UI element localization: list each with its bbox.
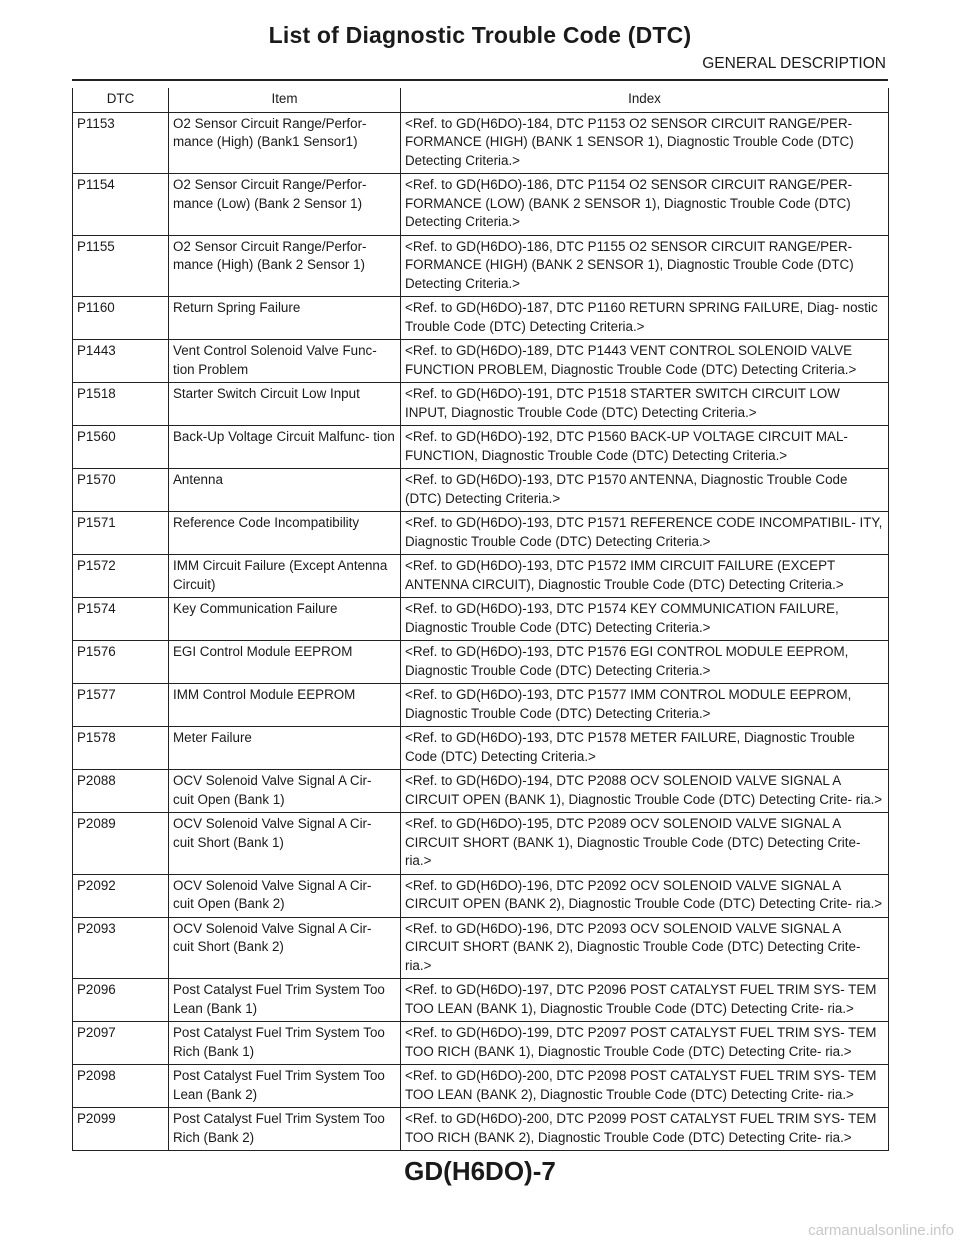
dtc-item-cell: Post Catalyst Fuel Trim System Too Lean (Bank 2) (169, 1065, 401, 1108)
table-row (73, 727, 889, 770)
table-row (73, 297, 889, 340)
dtc-code-cell: P2093 (73, 917, 169, 979)
dtc-index-cell: <Ref. to GD(H6DO)-196, DTC P2092 OCV SOLENOID VALVE SIGNAL A CIRCUIT OPEN (BANK 2), Diagnostic Trouble Code (DTC) Detecting Crite- ria.> (401, 874, 889, 917)
dtc-code-cell: P2088 (73, 770, 169, 813)
table-header-row (73, 88, 889, 112)
dtc-index-cell: <Ref. to GD(H6DO)-193, DTC P1578 METER FAILURE, Diagnostic Trouble Code (DTC) Detecting Criteria.> (401, 727, 889, 770)
dtc-item-cell: Vent Control Solenoid Valve Func- tion Problem (169, 340, 401, 383)
dtc-index-cell: <Ref. to GD(H6DO)-194, DTC P2088 OCV SOLENOID VALVE SIGNAL A CIRCUIT OPEN (BANK 1), Diagnostic Trouble Code (DTC) Detecting Crite- ria.> (401, 770, 889, 813)
table-row (73, 874, 889, 917)
dtc-index-cell: <Ref. to GD(H6DO)-199, DTC P2097 POST CATALYST FUEL TRIM SYS- TEM TOO RICH (BANK 1), Diagnostic Trouble Code (DTC) Detecting Crite- ria.> (401, 1022, 889, 1065)
dtc-item-cell: O2 Sensor Circuit Range/Perfor- mance (High) (Bank1 Sensor1) (169, 112, 401, 174)
dtc-index-cell: <Ref. to GD(H6DO)-193, DTC P1577 IMM CONTROL MODULE EEPROM, Diagnostic Trouble Code (DTC) Detecting Criteria.> (401, 684, 889, 727)
dtc-item-cell: O2 Sensor Circuit Range/Perfor- mance (Low) (Bank 2 Sensor 1) (169, 174, 401, 236)
table-row (73, 512, 889, 555)
table-row (73, 684, 889, 727)
dtc-index-cell: <Ref. to GD(H6DO)-186, DTC P1155 O2 SENSOR CIRCUIT RANGE/PER- FORMANCE (HIGH) (BANK 2 SENSOR 1), Diagnostic Trouble Code (DTC) Detecting Criteria.> (401, 235, 889, 297)
dtc-code-cell: P1160 (73, 297, 169, 340)
table-row (73, 598, 889, 641)
dtc-item-cell: IMM Control Module EEPROM (169, 684, 401, 727)
table-row (73, 1065, 889, 1108)
table-row (73, 340, 889, 383)
dtc-code-cell: P1576 (73, 641, 169, 684)
dtc-code-cell: P2098 (73, 1065, 169, 1108)
header-rule (72, 79, 888, 81)
dtc-index-cell: <Ref. to GD(H6DO)-189, DTC P1443 VENT CONTROL SOLENOID VALVE FUNCTION PROBLEM, Diagnostic Trouble Code (DTC) Detecting Criteria.> (401, 340, 889, 383)
dtc-code-cell: P1572 (73, 555, 169, 598)
dtc-code-cell: P2097 (73, 1022, 169, 1065)
dtc-item-cell: OCV Solenoid Valve Signal A Cir- cuit Open (Bank 2) (169, 874, 401, 917)
dtc-code-cell: P2089 (73, 813, 169, 875)
dtc-index-cell: <Ref. to GD(H6DO)-193, DTC P1570 ANTENNA, Diagnostic Trouble Code (DTC) Detecting Criteria.> (401, 469, 889, 512)
dtc-index-cell: <Ref. to GD(H6DO)-187, DTC P1160 RETURN SPRING FAILURE, Diag- nostic Trouble Code (DTC) Detecting Criteria.> (401, 297, 889, 340)
dtc-item-cell: Return Spring Failure (169, 297, 401, 340)
dtc-code-cell: P1570 (73, 469, 169, 512)
dtc-index-cell: <Ref. to GD(H6DO)-193, DTC P1571 REFERENCE CODE INCOMPATIBIL- ITY, Diagnostic Trouble Code (DTC) Detecting Criteria.> (401, 512, 889, 555)
table-row (73, 641, 889, 684)
page-number: GD(H6DO)-7 (404, 1156, 556, 1186)
dtc-code-cell: P1574 (73, 598, 169, 641)
dtc-item-cell: OCV Solenoid Valve Signal A Cir- cuit Short (Bank 1) (169, 813, 401, 875)
table-row (73, 979, 889, 1022)
table-row (73, 383, 889, 426)
dtc-index-cell: <Ref. to GD(H6DO)-186, DTC P1154 O2 SENSOR CIRCUIT RANGE/PER- FORMANCE (LOW) (BANK 2 SENSOR 1), Diagnostic Trouble Code (DTC) Detecting Criteria.> (401, 174, 889, 236)
table-row (73, 174, 889, 236)
dtc-index-cell: <Ref. to GD(H6DO)-196, DTC P2093 OCV SOLENOID VALVE SIGNAL A CIRCUIT SHORT (BANK 2), Diagnostic Trouble Code (DTC) Detecting Crite- ria.> (401, 917, 889, 979)
dtc-item-cell: Post Catalyst Fuel Trim System Too Rich (Bank 2) (169, 1108, 401, 1151)
watermark: carmanualsonline.info (808, 1222, 954, 1239)
dtc-index-cell: <Ref. to GD(H6DO)-193, DTC P1574 KEY COMMUNICATION FAILURE, Diagnostic Trouble Code (DTC) Detecting Criteria.> (401, 598, 889, 641)
table-row (73, 555, 889, 598)
dtc-index-cell: <Ref. to GD(H6DO)-195, DTC P2089 OCV SOLENOID VALVE SIGNAL A CIRCUIT SHORT (BANK 1), Diagnostic Trouble Code (DTC) Detecting Crite- ria.> (401, 813, 889, 875)
dtc-item-cell: Reference Code Incompatibility (169, 512, 401, 555)
dtc-index-cell: <Ref. to GD(H6DO)-197, DTC P2096 POST CATALYST FUEL TRIM SYS- TEM TOO LEAN (BANK 1), Diagnostic Trouble Code (DTC) Detecting Crite- ria.> (401, 979, 889, 1022)
dtc-item-cell: OCV Solenoid Valve Signal A Cir- cuit Short (Bank 2) (169, 917, 401, 979)
dtc-code-cell: P1154 (73, 174, 169, 236)
dtc-item-cell: O2 Sensor Circuit Range/Perfor- mance (High) (Bank 2 Sensor 1) (169, 235, 401, 297)
dtc-code-cell: P1155 (73, 235, 169, 297)
dtc-item-cell: Key Communication Failure (169, 598, 401, 641)
table-row (73, 1108, 889, 1151)
dtc-item-cell: Starter Switch Circuit Low Input (169, 383, 401, 426)
dtc-item-cell: Meter Failure (169, 727, 401, 770)
table-body (73, 112, 889, 1151)
dtc-code-cell: P2092 (73, 874, 169, 917)
dtc-code-cell: P1153 (73, 112, 169, 174)
dtc-code-cell: P1577 (73, 684, 169, 727)
column-header-index: Index (401, 88, 889, 112)
dtc-code-cell: P1560 (73, 426, 169, 469)
page-title: List of Diagnostic Trouble Code (DTC) (268, 22, 692, 48)
table-row (73, 1022, 889, 1065)
table-row (73, 112, 889, 174)
dtc-item-cell: OCV Solenoid Valve Signal A Cir- cuit Open (Bank 1) (169, 770, 401, 813)
column-header-item: Item (169, 88, 401, 112)
dtc-code-cell: P2099 (73, 1108, 169, 1151)
dtc-index-cell: <Ref. to GD(H6DO)-193, DTC P1576 EGI CONTROL MODULE EEPROM, Diagnostic Trouble Code (DTC) Detecting Criteria.> (401, 641, 889, 684)
dtc-code-cell: P1571 (73, 512, 169, 555)
dtc-item-cell: EGI Control Module EEPROM (169, 641, 401, 684)
table-row (73, 235, 889, 297)
dtc-item-cell: Back-Up Voltage Circuit Malfunc- tion (169, 426, 401, 469)
dtc-index-cell: <Ref. to GD(H6DO)-200, DTC P2099 POST CATALYST FUEL TRIM SYS- TEM TOO RICH (BANK 2), Diagnostic Trouble Code (DTC) Detecting Crite- ria.> (401, 1108, 889, 1151)
dtc-item-cell: Post Catalyst Fuel Trim System Too Rich (Bank 1) (169, 1022, 401, 1065)
dtc-index-cell: <Ref. to GD(H6DO)-191, DTC P1518 STARTER SWITCH CIRCUIT LOW INPUT, Diagnostic Trouble Code (DTC) Detecting Criteria.> (401, 383, 889, 426)
table-row (73, 917, 889, 979)
dtc-item-cell: Antenna (169, 469, 401, 512)
dtc-index-cell: <Ref. to GD(H6DO)-184, DTC P1153 O2 SENSOR CIRCUIT RANGE/PER- FORMANCE (HIGH) (BANK 1 SENSOR 1), Diagnostic Trouble Code (DTC) Detecting Criteria.> (401, 112, 889, 174)
dtc-code-cell: P1578 (73, 727, 169, 770)
column-header-dtc: DTC (73, 88, 169, 112)
dtc-code-cell: P2096 (73, 979, 169, 1022)
table-row (73, 426, 889, 469)
section-label: GENERAL DESCRIPTION (702, 55, 886, 72)
dtc-code-cell: P1518 (73, 383, 169, 426)
dtc-index-cell: <Ref. to GD(H6DO)-200, DTC P2098 POST CATALYST FUEL TRIM SYS- TEM TOO LEAN (BANK 2), Diagnostic Trouble Code (DTC) Detecting Crite- ria.> (401, 1065, 889, 1108)
table-row (73, 469, 889, 512)
dtc-index-cell: <Ref. to GD(H6DO)-193, DTC P1572 IMM CIRCUIT FAILURE (EXCEPT ANTENNA CIRCUIT), Diagnostic Trouble Code (DTC) Detecting Criteria.> (401, 555, 889, 598)
dtc-code-cell: P1443 (73, 340, 169, 383)
dtc-item-cell: Post Catalyst Fuel Trim System Too Lean (Bank 1) (169, 979, 401, 1022)
table-row (73, 770, 889, 813)
dtc-table (72, 88, 889, 1151)
dtc-index-cell: <Ref. to GD(H6DO)-192, DTC P1560 BACK-UP VOLTAGE CIRCUIT MAL- FUNCTION, Diagnostic Trouble Code (DTC) Detecting Criteria.> (401, 426, 889, 469)
table-row (73, 813, 889, 875)
dtc-item-cell: IMM Circuit Failure (Except Antenna Circuit) (169, 555, 401, 598)
